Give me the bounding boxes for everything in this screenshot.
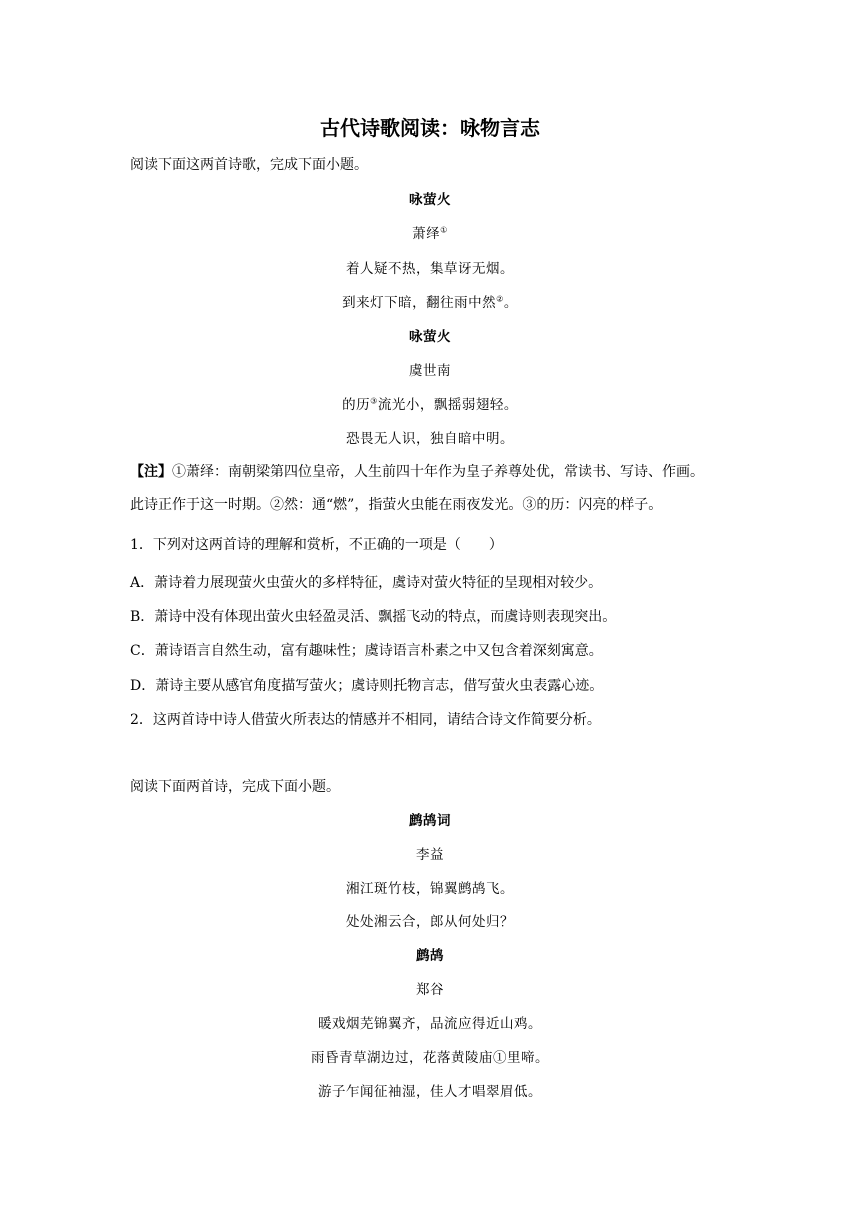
poem2-author: 虞世南 bbox=[409, 363, 451, 379]
poem3-line1: 湘江斑竹枝，锦翼鹧鸪飞。 bbox=[346, 881, 514, 897]
footnote-marker: ① bbox=[440, 225, 448, 235]
option-b: B．萧诗中没有体现出萤火虫轻盈灵活、飘摇飞动的特点，而虞诗则表现突出。 bbox=[130, 609, 617, 625]
poem2-title: 咏萤火 bbox=[409, 329, 451, 345]
poem4-author: 郑谷 bbox=[416, 982, 444, 998]
poem3-title: 鹧鸪词 bbox=[409, 813, 451, 829]
poem1-line2 bbox=[0, 293, 860, 313]
note-text-1: ①萧绎：南朝梁第四位皇帝，人生前四十年作为皇子养尊处优，常读书、写诗、作画。 bbox=[172, 464, 704, 480]
option-d: D．萧诗主要从感官角度描写萤火；虞诗则托物言志，借写萤火虫表露心迹。 bbox=[130, 678, 604, 694]
footnote-marker: ③ bbox=[370, 396, 378, 406]
poem4-title: 鹧鸪 bbox=[416, 948, 444, 964]
poem4-line2: 雨昏青草湖边过，花落黄陵庙①里啼。 bbox=[311, 1050, 549, 1066]
poem1-author-name: 萧绎 bbox=[412, 226, 441, 242]
notes-line1 bbox=[130, 462, 704, 482]
poem4-line1: 暖戏烟芜锦翼齐，品流应得近山鸡。 bbox=[318, 1016, 542, 1032]
poem1-line1: 着人疑不热，集草讶无烟。 bbox=[346, 261, 514, 277]
poem2-line1-start: 的历 bbox=[342, 397, 371, 413]
poem1-author bbox=[0, 224, 860, 244]
poem4-line3: 游子乍闻征袖湿，佳人才唱翠眉低。 bbox=[318, 1084, 542, 1100]
poem2-line2: 恐畏无人识，独自暗中明。 bbox=[346, 431, 514, 447]
notes-line2: 此诗正作于这一时期。②然：通“燃”，指萤火虫能在雨夜发光。③的历：闪亮的样子。 bbox=[130, 497, 663, 513]
footnote-marker: ② bbox=[496, 294, 504, 304]
poem2-line1 bbox=[0, 395, 860, 415]
poem2-line1-text: 流光小，飘摇弱翅轻。 bbox=[377, 397, 518, 413]
section1-intro: 阅读下面这两首诗歌，完成下面小题。 bbox=[130, 157, 368, 173]
poem1-line2-end: 。 bbox=[503, 295, 518, 311]
poem1-title: 咏萤火 bbox=[409, 192, 451, 208]
question-1: 1．下列对这两首诗的理解和赏析，不正确的一项是（ ） bbox=[130, 537, 503, 553]
option-a: A．萧诗着力展现萤火虫萤火的多样特征，虞诗对萤火特征的呈现相对较少。 bbox=[130, 575, 603, 591]
page-title: 古代诗歌阅读：咏物言志 bbox=[320, 116, 540, 140]
section2-intro: 阅读下面两首诗，完成下面小题。 bbox=[130, 779, 340, 795]
note-label: 【注】 bbox=[130, 464, 172, 480]
option-c: C．萧诗语言自然生动，富有趣味性；虞诗语言朴素之中又包含着深刻寓意。 bbox=[130, 643, 603, 659]
poem3-author: 李益 bbox=[416, 847, 444, 863]
question-2: 2．这两首诗中诗人借萤火所表达的情感并不相同，请结合诗文作简要分析。 bbox=[130, 712, 601, 728]
poem3-line2: 处处湘云合，郎从何处归？ bbox=[346, 914, 514, 930]
poem1-line2-text: 到来灯下暗，翻往雨中然 bbox=[342, 295, 497, 311]
